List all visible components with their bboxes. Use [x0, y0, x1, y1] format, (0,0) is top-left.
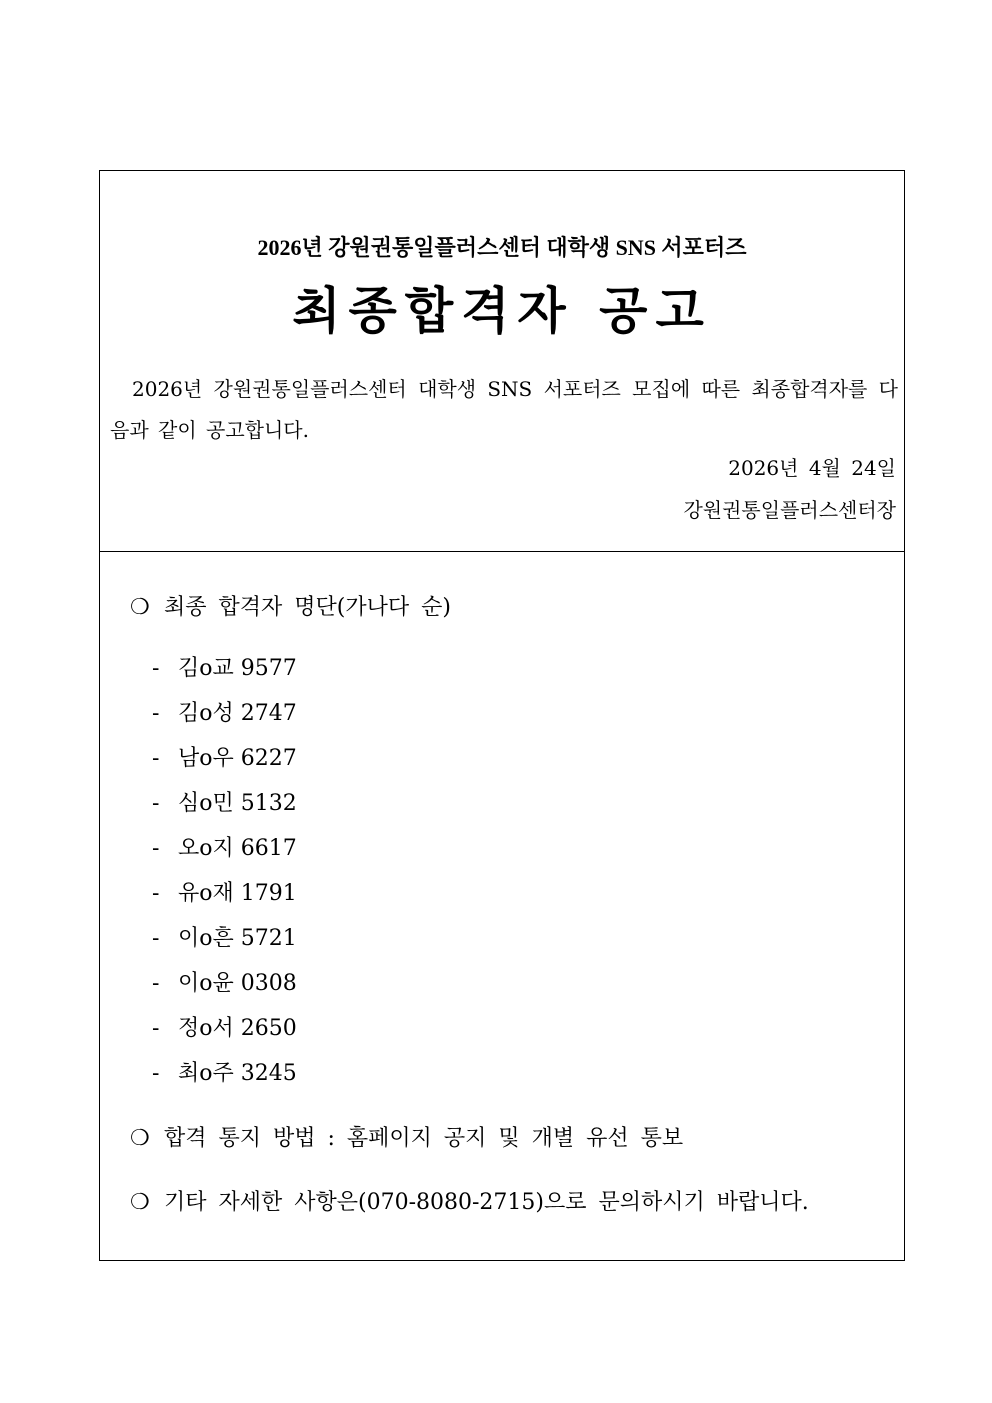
winner-entry: 김o교 9577 [178, 656, 297, 681]
notice-issuer: 강원권통일플러스센터장 [683, 498, 896, 522]
winner-list [152, 646, 297, 1096]
dash-icon: - [152, 1061, 160, 1086]
winner-entry: 이o윤 0308 [178, 971, 297, 996]
list-item [152, 871, 297, 916]
notice-title: 최종합격자 공고 [292, 282, 712, 340]
winner-entry: 오o지 6617 [178, 836, 297, 861]
list-item [152, 961, 297, 1006]
dash-icon: - [152, 836, 160, 861]
dash-icon: - [152, 701, 160, 726]
winner-entry: 심o민 5132 [178, 791, 297, 816]
winner-entry: 남o우 6227 [178, 746, 297, 771]
bullet-circle-icon: ❍ [130, 595, 150, 620]
list-item [152, 826, 297, 871]
winners-heading [130, 592, 451, 624]
notice-box [99, 170, 905, 1261]
winner-entry: 김o성 2747 [178, 701, 297, 726]
list-item [152, 736, 297, 781]
dash-icon: - [152, 881, 160, 906]
bullet-circle-icon: ❍ [130, 1126, 150, 1151]
winner-entry: 정o서 2650 [178, 1016, 297, 1041]
list-item [152, 691, 297, 736]
list-item [152, 916, 297, 961]
winner-entry: 최o주 3245 [178, 1061, 297, 1086]
winner-entry: 이o흔 5721 [178, 926, 297, 951]
notice-subtitle: 2026년 강원권통일플러스센터 대학생 SNS 서포터즈 [257, 235, 747, 260]
list-item [152, 781, 297, 826]
winner-entry: 유o재 1791 [178, 881, 297, 906]
notification-method [130, 1123, 683, 1155]
notice-date: 2026년 4월 24일 [728, 456, 896, 480]
notice-intro: 2026년 강원권통일플러스센터 대학생 SNS 서포터즈 모집에 따른 최종합격자를 다음과 같이 공고합니다. [110, 377, 898, 442]
dash-icon: - [152, 971, 160, 996]
dash-icon: - [152, 1016, 160, 1041]
dash-icon: - [152, 656, 160, 681]
bullet-circle-icon: ❍ [130, 1190, 150, 1215]
notice-header [100, 171, 904, 552]
list-item [152, 646, 297, 691]
list-item [152, 1051, 297, 1096]
dash-icon: - [152, 791, 160, 816]
dash-icon: - [152, 926, 160, 951]
dash-icon: - [152, 746, 160, 771]
contact-info [130, 1187, 809, 1219]
winners-heading-text: 최종 합격자 명단(가나다 순) [164, 595, 451, 620]
notification-method-text: 합격 통지 방법 : 홈페이지 공지 및 개별 유선 통보 [164, 1126, 684, 1151]
list-item [152, 1006, 297, 1051]
contact-info-text: 기타 자세한 사항은(070-8080-2715)으로 문의하시기 바랍니다. [164, 1190, 809, 1215]
